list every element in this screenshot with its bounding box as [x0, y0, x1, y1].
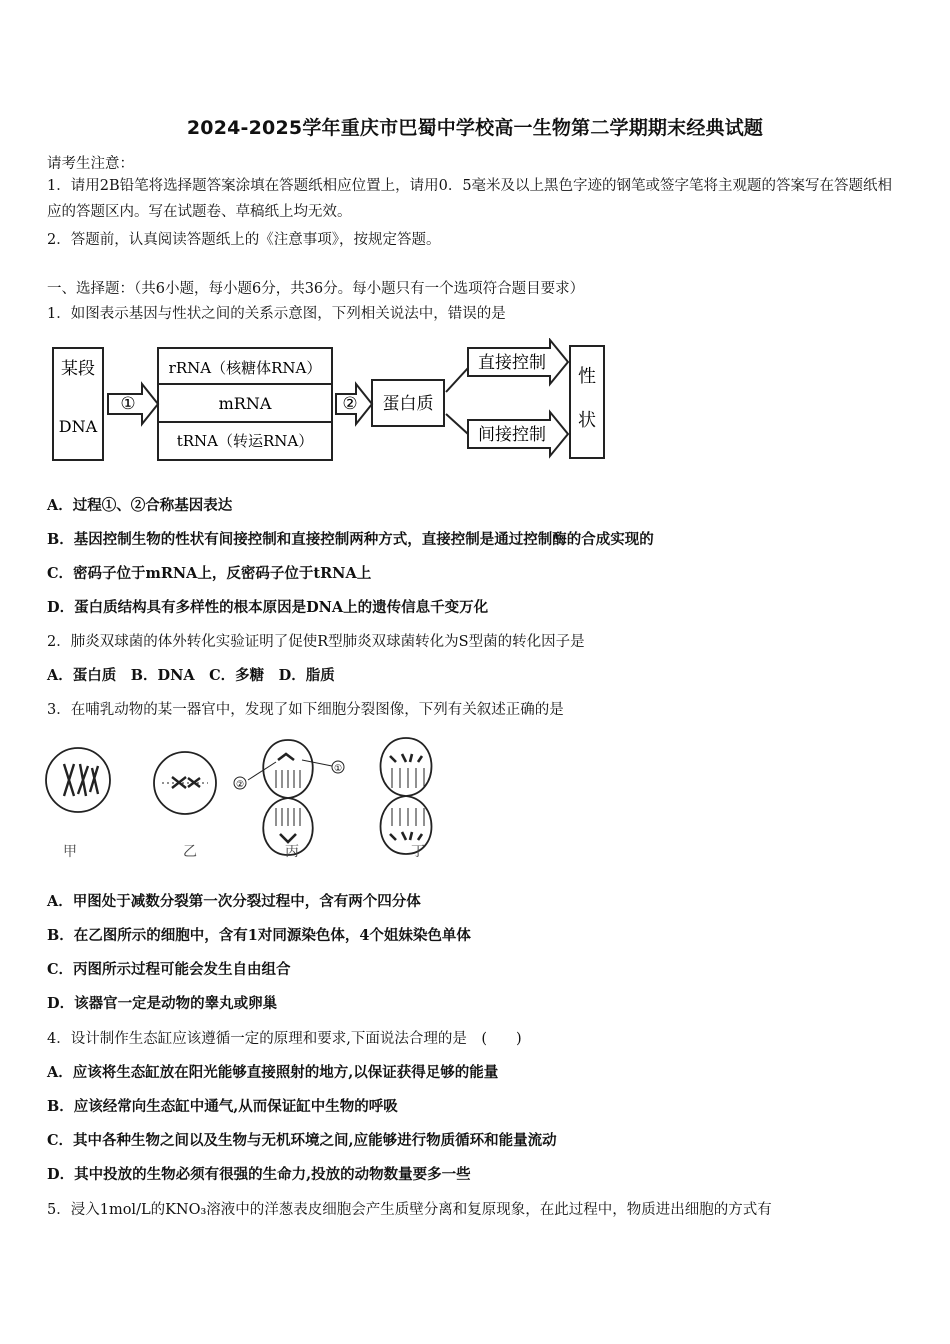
q1-stem: 1．如图表示基因与性状之间的关系示意图，下列相关说法中，错误的是 [47, 306, 506, 322]
q1-option-a: A．过程①、②合称基因表达 [47, 497, 233, 514]
protein-label: 蛋白质 [382, 394, 434, 414]
marker-2: ② [235, 780, 245, 790]
trait-label-1: 性 [578, 366, 596, 387]
chromosomes-jia [64, 764, 98, 796]
chromosomes-yi [172, 777, 200, 788]
step2-label: ② [342, 394, 358, 414]
gene-trait-diagram [50, 338, 620, 468]
dna-label-bottom: DNA [58, 417, 98, 436]
q4-option-d: D．其中投放的生物必须有很强的生命力,投放的动物数量要多一些 [47, 1166, 471, 1183]
notice-item-1: 1．请用2B铅笔将选择题答案涂填在答题纸相应位置上，请用0．5毫米及以上黑色字迹的钢笔或签字笔将主观题的答案写在答题纸相应的答题区内。写在试题卷、草稿纸上均无效。 [47, 178, 893, 220]
notice-item-2: 2．答题前，认真阅读答题纸上的《注意事项》，按规定答题。 [47, 232, 441, 248]
indirect-label: 间接控制 [478, 425, 546, 445]
notice-heading: 请考生注意： [47, 156, 134, 172]
section-heading: 一、选择题：（共6小题，每小题6分，共36分。每小题只有一个选项符合题目要求） [47, 281, 585, 297]
label-jia: 甲 [63, 844, 77, 860]
q4-stem: 4．设计制作生态缸应该遵循一定的原理和要求,下面说法合理的是 ( ) [47, 1031, 522, 1047]
q3-option-b: B．在乙图所示的细胞中，含有1对同源染色体，4个姐妹染色单体 [47, 927, 471, 944]
spindle-ding [392, 768, 424, 788]
q3-option-c: C．丙图所示过程可能会发生自由组合 [47, 961, 291, 978]
cell-bing [263, 740, 313, 855]
q3-stem: 3．在哺乳动物的某一器官中，发现了如下细胞分裂图像，下列有关叙述正确的是 [47, 702, 564, 718]
spindle-bing [276, 770, 300, 788]
q5-stem: 5．浸入1mol/L的KNO₃溶液中的洋葱表皮细胞会产生质壁分离和复原现象，在此过程中，物质进出细胞的方式有 [47, 1202, 772, 1218]
q1-option-d: D．蛋白质结构具有多样性的根本原因是DNA上的遗传信息千变万化 [47, 599, 489, 616]
label-bing: 丙 [285, 844, 299, 860]
step1-label: ① [120, 394, 136, 414]
marker-1: ① [333, 764, 343, 774]
q3-option-d: D．该器官一定是动物的睾丸或卵巢 [47, 995, 278, 1012]
q4-option-b: B．应该经常向生态缸中通气,从而保证缸中生物的呼吸 [47, 1098, 398, 1115]
q2-stem: 2．肺炎双球菌的体外转化实验证明了促使R型肺炎双球菌转化为S型菌的转化因子是 [47, 634, 585, 650]
q2-options: A．蛋白质 B．DNA C．多糖 D．脂质 [47, 667, 335, 684]
trait-label-2: 状 [578, 410, 596, 431]
page-title: 2024-2025学年重庆市巴蜀中学校高一生物第二学期期末经典试题 [186, 117, 764, 139]
label-yi: 乙 [183, 844, 197, 860]
trait-box [570, 346, 604, 458]
mrna-label: mRNA [218, 394, 272, 413]
dna-label-top: 某段 [61, 359, 95, 379]
q1-option-c: C．密码子位于mRNA上，反密码子位于tRNA上 [47, 565, 372, 582]
q4-option-a: A．应该将生态缸放在阳光能够直接照射的地方,以保证获得足够的能量 [47, 1064, 499, 1081]
rrna-label: rRNA（核糖体RNA） [168, 359, 322, 377]
direct-label: 直接控制 [478, 353, 546, 373]
q4-option-c: C．其中各种生物之间以及生物与无机环境之间,应能够进行物质循环和能量流动 [47, 1132, 557, 1149]
q1-option-b: B．基因控制生物的性状有间接控制和直接控制两种方式，直接控制是通过控制酶的合成实现的 [47, 531, 654, 548]
cell-jia [46, 748, 110, 812]
q3-option-a: A．甲图处于减数分裂第一次分裂过程中，含有两个四分体 [47, 893, 421, 910]
label-ding: 丁 [411, 844, 425, 860]
cell-ding [381, 738, 432, 854]
cell-division-figures [40, 730, 460, 865]
trna-label: tRNA（转运RNA） [176, 432, 314, 450]
